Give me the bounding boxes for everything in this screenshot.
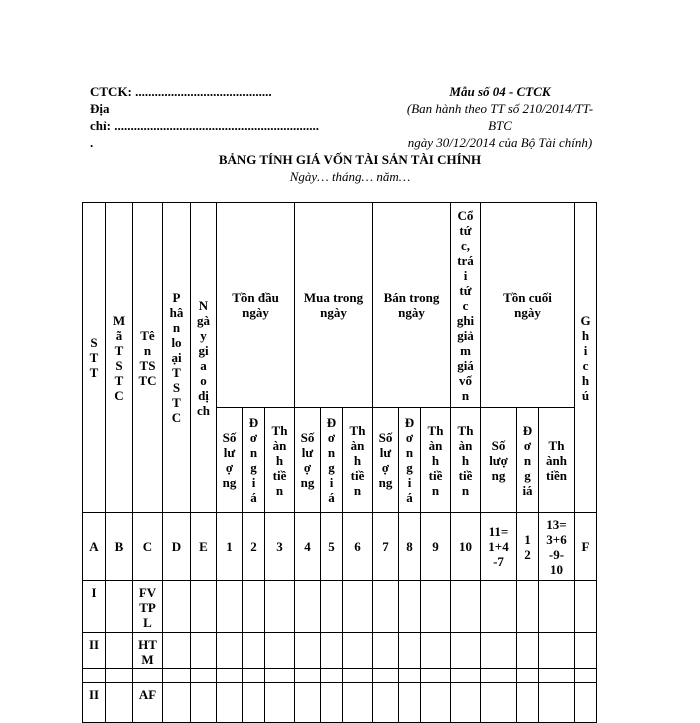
col-stt-header: S T T — [83, 203, 106, 513]
empty-cell — [295, 633, 321, 669]
code-cell: 4 — [295, 513, 321, 581]
issued-line-3: ngày 30/12/2014 của Bộ Tài chính) — [407, 135, 593, 150]
empty-cell — [421, 683, 451, 723]
empty-cell — [265, 581, 295, 633]
empty-cell — [517, 683, 539, 723]
group-ton-cuoi-ngay: Tồn cuối ngày — [481, 203, 575, 408]
empty-cell — [106, 581, 133, 633]
empty-cell — [421, 633, 451, 669]
empty-cell — [163, 633, 191, 669]
empty-cell — [217, 683, 243, 723]
empty-cell — [243, 581, 265, 633]
code-cell: C — [133, 513, 163, 581]
sub-so-luong-dau: Số lư ợ ng — [217, 408, 243, 513]
code-cell: F — [575, 513, 597, 581]
empty-cell — [481, 669, 517, 683]
empty-cell — [343, 633, 373, 669]
code-cell: B — [106, 513, 133, 581]
code-cell: 5 — [321, 513, 343, 581]
col-co-tuc-header: Cổ tứ c, trá i tứ c ghi giả m giá vố n — [451, 203, 481, 408]
cost-calculation-table — [82, 202, 597, 723]
sub-thanh-tien-cuoi: Th ành tiền — [539, 408, 575, 513]
sub-don-gia-ban: Đ ơ n g i á — [399, 408, 421, 513]
empty-cell — [321, 633, 343, 669]
col-ngay-giao-dich-header: N gà y gi a o dị ch — [191, 203, 217, 513]
empty-cell — [539, 683, 575, 723]
empty-cell — [163, 683, 191, 723]
empty-cell — [295, 669, 321, 683]
table-row — [83, 633, 597, 669]
code-cell: 1 — [217, 513, 243, 581]
group-ton-dau-ngay: Tồn đầu ngày — [217, 203, 295, 408]
address-label-line2: chỉ: ............................................................... — [90, 118, 319, 133]
document-title: BẢNG TÍNH GIÁ VỐN TÀI SẢN TÀI CHÍNH — [218, 152, 482, 167]
empty-cell — [539, 669, 575, 683]
column-code-row — [83, 513, 597, 581]
empty-cell — [295, 683, 321, 723]
empty-cell — [373, 669, 399, 683]
empty-cell — [191, 669, 217, 683]
empty-cell — [191, 633, 217, 669]
empty-cell — [243, 683, 265, 723]
empty-cell — [243, 669, 265, 683]
empty-cell — [481, 581, 517, 633]
empty-cell — [517, 581, 539, 633]
empty-cell — [343, 669, 373, 683]
empty-cell — [133, 669, 163, 683]
empty-cell — [399, 581, 421, 633]
col-phan-loai-header: P hâ n lo ại T S T C — [163, 203, 191, 513]
empty-cell — [217, 581, 243, 633]
sub-thanh-tien-co-tuc: Th àn h tiề n — [451, 408, 481, 513]
empty-cell — [343, 581, 373, 633]
empty-cell — [321, 581, 343, 633]
sub-don-gia-mua: Đ ơ n g i á — [321, 408, 343, 513]
code-cell: 6 — [343, 513, 373, 581]
issued-line-2: BTC — [488, 118, 512, 133]
empty-cell — [481, 633, 517, 669]
empty-cell — [451, 669, 481, 683]
issued-line-1: (Ban hành theo TT số 210/2014/TT- — [406, 101, 594, 116]
empty-cell — [575, 683, 597, 723]
empty-cell — [517, 669, 539, 683]
col-ma-tstc-header: M ã T S T C — [106, 203, 133, 513]
empty-cell — [106, 669, 133, 683]
sub-don-gia-dau: Đ ơ n g i á — [243, 408, 265, 513]
empty-cell — [217, 633, 243, 669]
empty-cell — [321, 683, 343, 723]
empty-cell — [265, 683, 295, 723]
row-stt: II — [83, 683, 106, 723]
code-cell: 9 — [421, 513, 451, 581]
empty-cell — [451, 581, 481, 633]
empty-cell — [399, 633, 421, 669]
empty-cell — [265, 633, 295, 669]
row-stt: II — [83, 633, 106, 669]
address-dot: . — [90, 135, 94, 150]
empty-cell — [265, 669, 295, 683]
empty-cell — [421, 581, 451, 633]
empty-cell — [243, 633, 265, 669]
empty-cell — [321, 669, 343, 683]
code-cell: E — [191, 513, 217, 581]
empty-cell — [575, 633, 597, 669]
sub-thanh-tien-dau: Th àn h tiề n — [265, 408, 295, 513]
code-cell: 3 — [265, 513, 295, 581]
empty-cell — [575, 581, 597, 633]
table-row — [83, 581, 597, 633]
table-row — [83, 683, 597, 723]
row-asset-name: AF — [133, 683, 163, 723]
empty-cell — [481, 683, 517, 723]
empty-cell — [373, 633, 399, 669]
date-line: Ngày… tháng… năm… — [289, 169, 411, 184]
table-row — [83, 669, 597, 683]
sub-thanh-tien-mua: Th àn h tiề n — [343, 408, 373, 513]
form-number: Mẫu số 04 - CTCK — [449, 84, 551, 99]
empty-cell — [163, 581, 191, 633]
empty-cell — [451, 683, 481, 723]
col-ten-tstc-header: Tê n TS TC — [133, 203, 163, 513]
row-stt: I — [83, 581, 106, 633]
empty-cell — [106, 683, 133, 723]
code-cell: 2 — [243, 513, 265, 581]
empty-cell — [421, 669, 451, 683]
code-cell: 11= 1+4 -7 — [481, 513, 517, 581]
code-cell: A — [83, 513, 106, 581]
sub-don-gia-cuoi: Đ ơ n g iá — [517, 408, 539, 513]
col-ghi-chu-header: G h i c h ú — [575, 203, 597, 513]
code-cell: 1 2 — [517, 513, 539, 581]
code-cell: 7 — [373, 513, 399, 581]
empty-cell — [399, 669, 421, 683]
empty-cell — [539, 581, 575, 633]
row-asset-name: HT M — [133, 633, 163, 669]
empty-cell — [575, 669, 597, 683]
sub-so-luong-mua: Số lư ợ ng — [295, 408, 321, 513]
empty-cell — [191, 683, 217, 723]
group-mua-trong-ngay: Mua trong ngày — [295, 203, 373, 408]
code-cell: D — [163, 513, 191, 581]
empty-cell — [295, 581, 321, 633]
empty-cell — [343, 683, 373, 723]
empty-cell — [451, 633, 481, 669]
empty-cell — [373, 581, 399, 633]
address-label-line1: Địa — [90, 101, 110, 116]
company-label: CTCK: .......................................... — [90, 84, 272, 99]
empty-cell — [191, 581, 217, 633]
row-asset-name: FV TP L — [133, 581, 163, 633]
empty-cell — [83, 669, 106, 683]
empty-cell — [163, 669, 191, 683]
sub-thanh-tien-ban: Th àn h tiề n — [421, 408, 451, 513]
group-ban-trong-ngay: Bán trong ngày — [373, 203, 451, 408]
empty-cell — [399, 683, 421, 723]
code-cell: 8 — [399, 513, 421, 581]
empty-cell — [539, 633, 575, 669]
sub-so-luong-cuoi: Số lượ ng — [481, 408, 517, 513]
empty-cell — [517, 633, 539, 669]
code-cell: 10 — [451, 513, 481, 581]
empty-cell — [217, 669, 243, 683]
empty-cell — [106, 633, 133, 669]
empty-cell — [373, 683, 399, 723]
code-cell: 13= 3+6 -9- 10 — [539, 513, 575, 581]
sub-so-luong-ban: Số lư ợ ng — [373, 408, 399, 513]
